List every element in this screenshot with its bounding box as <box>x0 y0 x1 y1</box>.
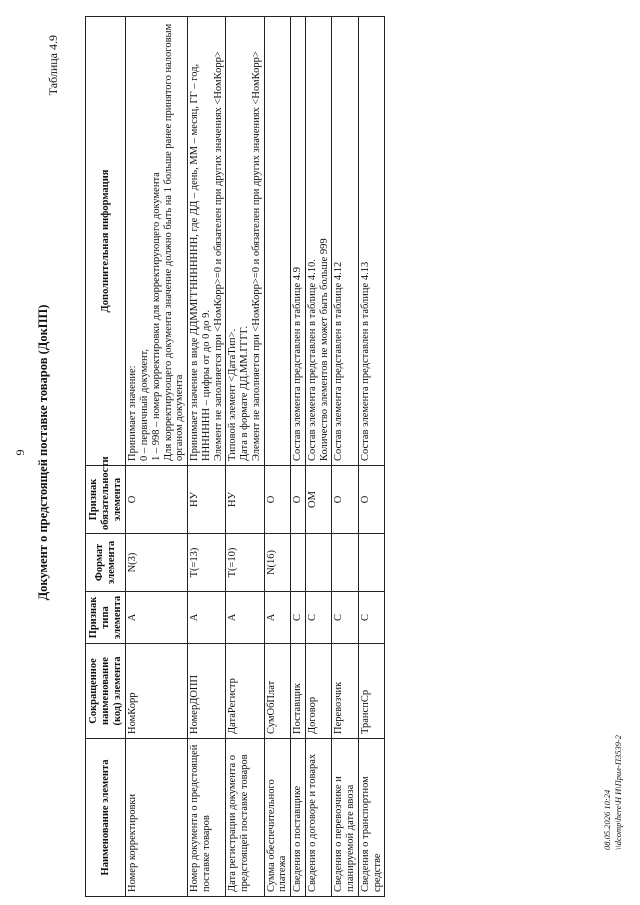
cell-element-name: Сумма обеспечительного платежа <box>264 739 291 897</box>
cell-element-required: О <box>264 466 291 534</box>
cell-element-format <box>305 534 332 592</box>
cell-element-code: ДатаРегистр <box>226 644 264 739</box>
cell-element-type: А <box>226 592 264 644</box>
cell-additional-info <box>264 17 291 466</box>
elements-table <box>85 16 385 897</box>
cell-additional-info: Принимает значение: 0 – первичный документ, 1 – 998 – номер корректировки для корректирующего документа Для корректирующего документа значение должно быть на 1 больше ранее принятого налоговым органом документа <box>126 17 188 466</box>
cell-element-format <box>358 534 385 592</box>
cell-element-code: Договор <box>305 644 332 739</box>
cell-element-type: А <box>264 592 291 644</box>
cell-element-required: О <box>126 466 188 534</box>
cell-element-code: Перевозчик <box>332 644 359 739</box>
cell-element-name: Номер корректировки <box>126 739 188 897</box>
cell-element-name: Сведения о договоре и товарах <box>305 739 332 897</box>
table-row <box>188 17 226 897</box>
cell-additional-info: Состав элемента представлен в таблице 4.12 <box>332 17 359 466</box>
table-row <box>291 17 306 897</box>
cell-element-type: С <box>358 592 385 644</box>
header-code: Сокращенное наименование (код) элемента <box>86 644 126 739</box>
cell-element-type: С <box>332 592 359 644</box>
cell-element-code: ТранспСр <box>358 644 385 739</box>
footer-timestamp: 08.05.2026 10:24 <box>602 789 612 850</box>
cell-element-required: О <box>358 466 385 534</box>
cell-element-required: О <box>291 466 306 534</box>
table-header-row <box>86 17 126 897</box>
cell-element-code: СумОбПлат <box>264 644 291 739</box>
cell-element-type: А <box>188 592 226 644</box>
footer-path: \\dcomp\here\Н И\Прил-П3539-2 <box>613 734 624 850</box>
cell-element-required: НУ <box>188 466 226 534</box>
table-row <box>305 17 332 897</box>
cell-element-type: С <box>305 592 332 644</box>
cell-element-code: Поставщик <box>291 644 306 739</box>
header-type: Признак типа элемента <box>86 592 126 644</box>
cell-additional-info: Типовой элемент <ДатаТип>. Дата в формате ДД.ММ.ГГГГ. Элемент не заполняется при <НомКорр>=0 и обязателен при других значениях <НомКорр> <box>226 17 264 466</box>
header-required: Признак обязательности элемента <box>86 466 126 534</box>
cell-element-name: Сведения о транспортном средстве <box>358 739 385 897</box>
cell-additional-info: Состав элемента представлен в таблице 4.9 <box>291 17 306 466</box>
cell-element-format: N(3) <box>126 534 188 592</box>
table-row <box>264 17 291 897</box>
cell-element-type: А <box>126 592 188 644</box>
table-caption: Таблица 4.9 <box>46 35 60 96</box>
cell-element-name: Сведения о поставщике <box>291 739 306 897</box>
cell-additional-info: Состав элемента представлен в таблице 4.10. Количество элементов не может быть больше 999 <box>305 17 332 466</box>
header-name: Наименование элемента <box>86 739 126 897</box>
table-row <box>358 17 385 897</box>
cell-element-required: ОМ <box>305 466 332 534</box>
table-row <box>226 17 264 897</box>
cell-element-required: О <box>332 466 359 534</box>
cell-element-name: Сведения о перевозчике и планируемой дате ввоза <box>332 739 359 897</box>
cell-element-required: НУ <box>226 466 264 534</box>
document-title: Документ о предстоящей поставке товаров (ДокПП) <box>36 304 50 601</box>
header-info: Дополнительная информация <box>86 17 126 466</box>
cell-element-format <box>332 534 359 592</box>
cell-element-format: N(16) <box>264 534 291 592</box>
cell-element-format <box>291 534 306 592</box>
cell-element-name: Номер документа о предстоящей поставке товаров <box>188 739 226 897</box>
header-format: Формат элемента <box>86 534 126 592</box>
footer <box>602 735 625 850</box>
cell-additional-info: Принимает значение в виде ДДММГГННННННН, где ДД – день, ММ – месяц, ГГ – год, ННННННН – цифры от до 0 до 9. Элемент не заполняется при <НомКорр>=0 и обязателен при других значениях <НомКорр> <box>188 17 226 466</box>
cell-element-code: НомерДОПП <box>188 644 226 739</box>
cell-element-type: С <box>291 592 306 644</box>
table-row <box>126 17 188 897</box>
cell-element-code: НомКорр <box>126 644 188 739</box>
cell-element-format: T(=10) <box>226 534 264 592</box>
cell-element-format: T(=13) <box>188 534 226 592</box>
cell-element-name: Дата регистрации документа о предстоящей поставке товаров <box>226 739 264 897</box>
cell-additional-info: Состав элемента представлен в таблице 4.13 <box>358 17 385 466</box>
page-number: 9 <box>13 449 27 456</box>
table-row <box>332 17 359 897</box>
